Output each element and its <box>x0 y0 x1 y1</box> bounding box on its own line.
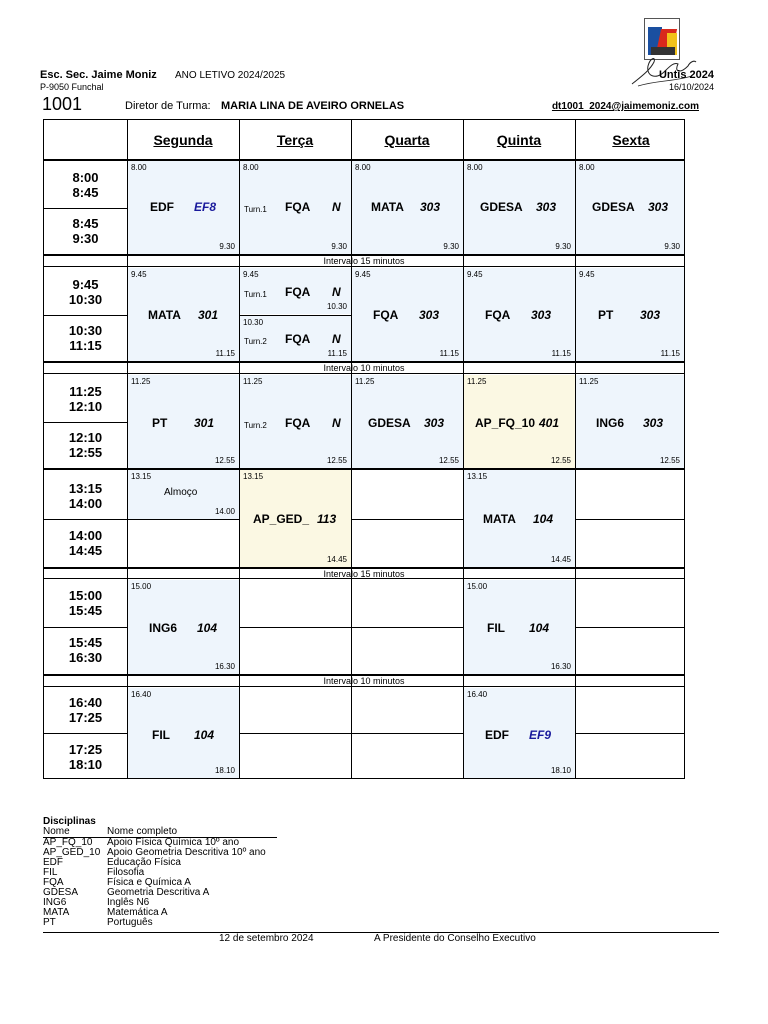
interval-label: Intervalo 10 minutos <box>323 676 405 686</box>
lesson-room: EF8 <box>194 200 217 214</box>
lesson-time: 14.45 <box>550 555 571 564</box>
lesson-cell[interactable] <box>128 161 239 254</box>
legend-row: AP_GED_10 Apoio Geometria Descritiva 10º ano <box>43 847 266 858</box>
legend-row: GDESA Geometria Descritiva A <box>43 887 210 898</box>
lesson-time: 11.25 <box>467 377 487 386</box>
lesson-subject: AP_FQ_10 <box>475 416 536 430</box>
legend-row: EDF Educação Física <box>43 857 181 868</box>
period-time: 8:45 9:30 <box>72 216 99 246</box>
lesson-time: 18.10 <box>550 766 571 775</box>
lesson-room: 104 <box>529 621 550 635</box>
lesson-cell[interactable] <box>352 268 463 361</box>
lesson-time: 9.30 <box>664 242 680 251</box>
lesson-cell[interactable] <box>464 375 575 468</box>
school-year: ANO LETIVO 2024/2025 <box>175 70 286 81</box>
lesson-time: 8.00 <box>131 163 147 172</box>
lesson-room: 104 <box>194 728 215 742</box>
lesson-time: 12.55 <box>214 456 235 465</box>
lesson-time: 9.45 <box>355 270 371 279</box>
footer-signature-label: A Presidente do Conselho Executivo <box>374 933 536 944</box>
lesson-subject: FQA <box>485 308 511 322</box>
lesson-room: N <box>332 285 341 299</box>
lesson-room: 104 <box>533 512 554 526</box>
lesson-room: N <box>332 416 341 430</box>
lesson-cell[interactable] <box>240 161 351 254</box>
lesson-room: 303 <box>419 308 440 322</box>
lesson-time: 11.25 <box>355 377 375 386</box>
lesson-subject: FQA <box>285 416 311 430</box>
subjects-legend <box>43 816 277 928</box>
period-time: 11:25 12:10 <box>68 384 103 414</box>
lesson-time: 8.00 <box>355 163 371 172</box>
lesson-subject: GDESA <box>480 200 523 214</box>
lesson-room: 401 <box>539 416 560 430</box>
lesson-cell[interactable] <box>128 580 239 674</box>
period-time: 9:45 10:30 <box>68 277 103 307</box>
lesson-time: 11.15 <box>327 349 347 358</box>
lesson-time: 14.00 <box>214 507 235 516</box>
lesson-cell[interactable] <box>240 268 351 314</box>
interval-label: Intervalo 10 minutos <box>323 363 405 373</box>
lesson-cell[interactable] <box>576 268 684 361</box>
lesson-subject: Almoço <box>164 487 198 498</box>
period-time: 16:40 17:25 <box>68 695 103 725</box>
lesson-cell[interactable] <box>240 470 351 567</box>
school-name: Esc. Sec. Jaime Moniz <box>40 69 157 81</box>
period-time: 12:10 12:55 <box>68 430 103 460</box>
lesson-cell[interactable] <box>128 688 239 778</box>
legend-row: FIL Filosofia <box>43 867 145 878</box>
lesson-cell[interactable] <box>128 375 239 468</box>
lesson-time: 15.00 <box>131 582 152 591</box>
legend-row: AP_FQ_10 Apoio Física Química 10º ano <box>43 837 240 848</box>
period-time: 15:45 16:30 <box>68 635 103 665</box>
lesson-subject: MATA <box>371 200 404 214</box>
period-time: 8:00 8:45 <box>72 170 99 200</box>
lesson-subject: MATA <box>148 308 181 322</box>
lesson-cell[interactable] <box>464 268 575 361</box>
lesson-cell[interactable] <box>240 316 351 361</box>
lesson-room: 303 <box>640 308 661 322</box>
lesson-time: 12.55 <box>659 456 680 465</box>
lesson-time: 9.45 <box>243 270 259 279</box>
lesson-subject: FQA <box>285 332 311 346</box>
period-time: 15:00 15:45 <box>68 588 103 618</box>
lesson-cell[interactable] <box>464 580 575 674</box>
lesson-subject: EDF <box>485 728 509 742</box>
day-header-quarta: Quarta <box>384 132 430 148</box>
lesson-subject: EDF <box>150 200 174 214</box>
lesson-room: 113 <box>317 512 337 526</box>
lesson-time: 12.55 <box>438 456 459 465</box>
lesson-cell[interactable] <box>128 268 239 361</box>
director-label: Diretor de Turma: <box>125 100 211 112</box>
lesson-room: N <box>332 332 341 346</box>
legend-row: ING6 Inglês N6 <box>43 897 150 908</box>
lesson-time: 10.30 <box>243 318 264 327</box>
interval-label: Intervalo 15 minutos <box>323 569 405 579</box>
lesson-cell[interactable] <box>576 375 684 468</box>
period-time: 14:00 14:45 <box>68 528 103 558</box>
lesson-room: 303 <box>424 416 445 430</box>
lesson-time: 12.55 <box>326 456 347 465</box>
lesson-cell[interactable] <box>352 375 463 468</box>
period-time: 17:25 18:10 <box>68 742 103 772</box>
day-header-segunda: Segunda <box>153 132 213 148</box>
lesson-subject: FQA <box>285 200 311 214</box>
lesson-subject: AP_GED_ <box>253 512 310 526</box>
lesson-subject: GDESA <box>368 416 411 430</box>
lesson-time: 8.00 <box>579 163 595 172</box>
lesson-time: 9.30 <box>555 242 571 251</box>
lesson-subject: PT <box>598 308 614 322</box>
lesson-time: 13.15 <box>243 472 264 481</box>
lesson-time: 8.00 <box>467 163 483 172</box>
director-email-link[interactable]: dt1001_2024@jaimemoniz.com <box>551 101 699 112</box>
lesson-subject: FIL <box>487 621 505 635</box>
legend-row: FQA Física e Química A <box>43 877 191 888</box>
period-time: 13:15 14:00 <box>68 481 103 511</box>
lesson-room: 303 <box>643 416 664 430</box>
lesson-time: 16.40 <box>467 690 488 699</box>
lesson-time: 15.00 <box>467 582 488 591</box>
day-header-terca: Terça <box>276 132 314 148</box>
lesson-turn: Turn.2 <box>244 421 267 430</box>
lesson-cell[interactable] <box>464 688 575 778</box>
lesson-subject: ING6 <box>149 621 178 635</box>
lesson-time: 10.30 <box>326 302 347 311</box>
lesson-time: 16.30 <box>214 662 235 671</box>
lesson-room: 303 <box>531 308 552 322</box>
interval-label: Intervalo 15 minutos <box>323 256 405 266</box>
legend-col-full: Nome completo <box>107 827 277 838</box>
day-header-sexta: Sexta <box>612 132 650 148</box>
lesson-cell[interactable] <box>352 161 463 254</box>
lesson-cell[interactable] <box>240 375 351 468</box>
lesson-time: 11.25 <box>131 377 151 386</box>
lesson-turn: Turn.1 <box>244 205 267 214</box>
lesson-time: 8.00 <box>243 163 259 172</box>
period-time: 10:30 11:15 <box>68 323 103 353</box>
lesson-subject: ING6 <box>596 416 625 430</box>
lesson-time: 18.10 <box>214 766 235 775</box>
lesson-room: EF9 <box>529 728 552 742</box>
lesson-time: 11.15 <box>660 349 680 358</box>
lesson-time: 13.15 <box>131 472 152 481</box>
lesson-cell[interactable] <box>464 470 575 567</box>
lesson-room: 303 <box>536 200 557 214</box>
lesson-time: 9.30 <box>219 242 235 251</box>
lesson-subject: GDESA <box>592 200 635 214</box>
lesson-time: 14.45 <box>326 555 347 564</box>
lesson-subject: FQA <box>373 308 399 322</box>
lesson-time: 16.40 <box>131 690 152 699</box>
lesson-time: 13.15 <box>467 472 488 481</box>
timetable-grid <box>43 119 685 779</box>
lesson-room: 104 <box>197 621 218 635</box>
lesson-time: 16.30 <box>550 662 571 671</box>
lesson-room: N <box>332 200 341 214</box>
lesson-time: 11.25 <box>579 377 599 386</box>
lesson-time: 12.55 <box>550 456 571 465</box>
legend-row: MATA Matemática A <box>43 907 168 918</box>
print-date: 16/10/2024 <box>668 82 714 92</box>
lesson-room: 301 <box>198 308 219 322</box>
lesson-room: 303 <box>648 200 669 214</box>
lesson-room: 303 <box>420 200 441 214</box>
footer-date: 12 de setembro 2024 <box>219 933 314 944</box>
director-name: MARIA LINA DE AVEIRO ORNELAS <box>221 100 405 112</box>
lesson-cell[interactable] <box>464 161 575 254</box>
lesson-cell[interactable] <box>576 161 684 254</box>
lesson-subject: FQA <box>285 285 311 299</box>
lesson-time: 9.45 <box>131 270 147 279</box>
software-label: Untis 2024 <box>658 69 714 81</box>
lesson-subject: FIL <box>152 728 170 742</box>
school-address: P-9050 Funchal <box>40 82 104 92</box>
lesson-time: 11.15 <box>551 349 571 358</box>
lesson-time: 11.15 <box>439 349 459 358</box>
lesson-time: 9.30 <box>443 242 459 251</box>
lesson-subject: MATA <box>483 512 516 526</box>
lesson-time: 9.30 <box>331 242 347 251</box>
day-header-quinta: Quinta <box>496 132 542 148</box>
lesson-time: 11.25 <box>243 377 263 386</box>
legend-row: PT Português <box>43 917 153 928</box>
lesson-time: 9.45 <box>467 270 483 279</box>
lesson-time: 11.15 <box>215 349 235 358</box>
lesson-time: 9.45 <box>579 270 595 279</box>
lesson-turn: Turn.1 <box>244 290 267 299</box>
lesson-subject: PT <box>152 416 168 430</box>
legend-title: Disciplinas <box>43 816 96 827</box>
lesson-cell[interactable] <box>128 470 239 519</box>
class-name: 1001 <box>42 94 83 114</box>
legend-col-name: Nome <box>43 827 107 838</box>
lesson-room: 301 <box>194 416 215 430</box>
lesson-turn: Turn.2 <box>244 337 267 346</box>
